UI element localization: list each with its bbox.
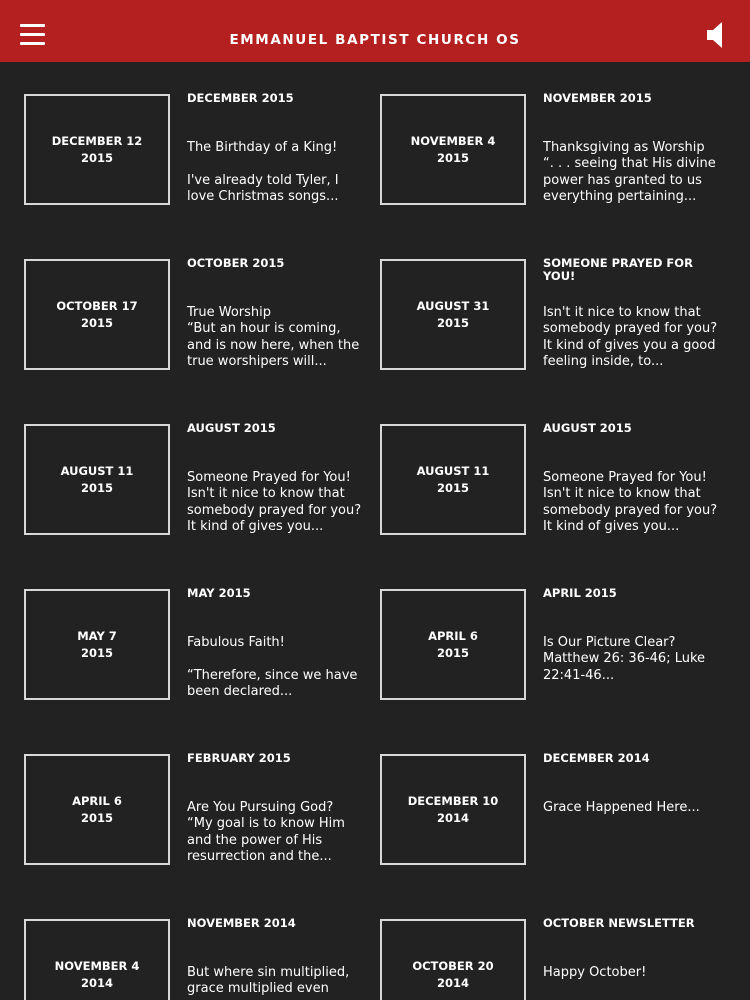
post-text [187, 752, 369, 865]
post-date-day: APRIL 6 [428, 628, 478, 643]
post-card[interactable] [24, 62, 369, 227]
post-text [543, 752, 725, 816]
post-date-year: 2015 [80, 480, 113, 495]
post-date-box[interactable] [24, 94, 170, 205]
speaker-icon[interactable] [707, 22, 727, 48]
post-date-box[interactable] [24, 424, 170, 535]
post-date-year: 2015 [80, 645, 113, 660]
post-category[interactable]: OCTOBER NEWSLETTER [543, 916, 695, 930]
post-category[interactable]: DECEMBER 2014 [543, 751, 650, 765]
post-date-day: DECEMBER 12 [51, 133, 143, 148]
post-date-year: 2015 [436, 315, 469, 330]
post-excerpt[interactable]: Grace Happened Here... [543, 800, 700, 815]
post-excerpt[interactable]: Fabulous Faith! “Therefore, since we have been declared... [187, 635, 358, 699]
post-category[interactable]: AUGUST 2015 [543, 421, 632, 435]
post-card[interactable] [24, 887, 369, 1000]
post-excerpt[interactable]: Someone Prayed for You! Isn't it nice to know that somebody prayed for you? It kind of gives you... [187, 470, 362, 534]
post-card[interactable] [380, 557, 725, 722]
post-category[interactable]: NOVEMBER 2015 [543, 91, 652, 105]
post-card[interactable] [380, 227, 725, 392]
post-date-year: 2015 [436, 480, 469, 495]
post-category[interactable]: FEBRUARY 2015 [187, 751, 291, 765]
post-category[interactable]: APRIL 2015 [543, 586, 617, 600]
post-category[interactable]: SOMEONE PRAYED FOR YOU! [543, 256, 693, 283]
post-date-day: NOVEMBER 4 [410, 133, 496, 148]
post-date-year: 2015 [436, 150, 469, 165]
post-text [543, 587, 725, 684]
post-excerpt[interactable]: Are You Pursuing God? “My goal is to know Him and the power of His resurrection and the... [187, 800, 345, 864]
post-text [187, 917, 369, 998]
post-excerpt[interactable]: Is Our Picture Clear? Matthew 26: 36-46; Luke 22:41-46... [543, 635, 706, 683]
post-date-year: 2015 [80, 315, 113, 330]
post-date-box[interactable] [380, 259, 526, 370]
post-date-day: AUGUST 11 [60, 463, 134, 478]
post-date-day: OCTOBER 20 [412, 958, 494, 973]
post-excerpt[interactable]: The Birthday of a King! I've already told Tyler, I love Christmas songs... [187, 140, 339, 204]
post-category[interactable]: DECEMBER 2015 [187, 91, 294, 105]
post-card[interactable] [380, 722, 725, 887]
post-date-box[interactable] [24, 259, 170, 370]
post-excerpt[interactable]: True Worship “But an hour is coming, and is now here, when the true worshipers will... [187, 305, 360, 369]
post-category[interactable]: MAY 2015 [187, 586, 251, 600]
post-text [187, 587, 369, 700]
post-text [543, 917, 725, 981]
post-date-day: MAY 7 [77, 628, 117, 643]
post-date-day: OCTOBER 17 [56, 298, 138, 313]
post-date-box[interactable] [380, 754, 526, 865]
post-date-box[interactable] [380, 424, 526, 535]
app-title: EMMANUEL BAPTIST CHURCH OS [229, 32, 521, 48]
post-date-day: AUGUST 31 [416, 298, 490, 313]
post-date-box[interactable] [24, 754, 170, 865]
post-text [187, 92, 369, 205]
post-date-box[interactable] [380, 94, 526, 205]
post-date-box[interactable] [380, 919, 526, 1000]
post-date-year: 2015 [80, 150, 113, 165]
post-date-year: 2015 [436, 645, 469, 660]
post-date-day: NOVEMBER 4 [54, 958, 140, 973]
post-date-box[interactable] [24, 589, 170, 700]
post-category[interactable]: AUGUST 2015 [187, 421, 276, 435]
post-date-year: 2014 [436, 810, 469, 825]
post-text [187, 422, 369, 535]
post-text [187, 257, 369, 370]
post-date-year: 2014 [436, 975, 469, 990]
top-app-bar [0, 0, 750, 62]
post-excerpt[interactable]: Isn't it nice to know that somebody prayed for you? It kind of gives you a good feeling inside, to... [543, 305, 718, 369]
post-date-day: DECEMBER 10 [407, 793, 499, 808]
post-excerpt[interactable]: But where sin multiplied, grace multiplied even [187, 965, 350, 997]
post-category[interactable]: NOVEMBER 2014 [187, 916, 296, 930]
post-card[interactable] [380, 392, 725, 557]
post-date-day: AUGUST 11 [416, 463, 490, 478]
post-text [543, 92, 725, 205]
post-card[interactable] [380, 62, 725, 227]
post-excerpt[interactable]: Thanksgiving as Worship “. . . seeing that His divine power has granted to us everything pertaining... [543, 140, 716, 204]
post-date-box[interactable] [24, 919, 170, 1000]
post-date-year: 2015 [80, 810, 113, 825]
post-category[interactable]: OCTOBER 2015 [187, 256, 285, 270]
post-card[interactable] [24, 392, 369, 557]
post-excerpt[interactable]: Someone Prayed for You! Isn't it nice to know that somebody prayed for you? It kind of gives you... [543, 470, 718, 534]
post-text [543, 422, 725, 535]
post-date-year: 2014 [80, 975, 113, 990]
post-card[interactable] [24, 557, 369, 722]
post-text [543, 257, 725, 370]
post-card[interactable] [24, 227, 369, 392]
post-excerpt[interactable]: Happy October! [543, 965, 647, 980]
post-date-day: APRIL 6 [72, 793, 122, 808]
post-card[interactable] [380, 887, 725, 1000]
post-date-box[interactable] [380, 589, 526, 700]
post-card[interactable] [24, 722, 369, 887]
posts-grid [0, 62, 750, 1000]
